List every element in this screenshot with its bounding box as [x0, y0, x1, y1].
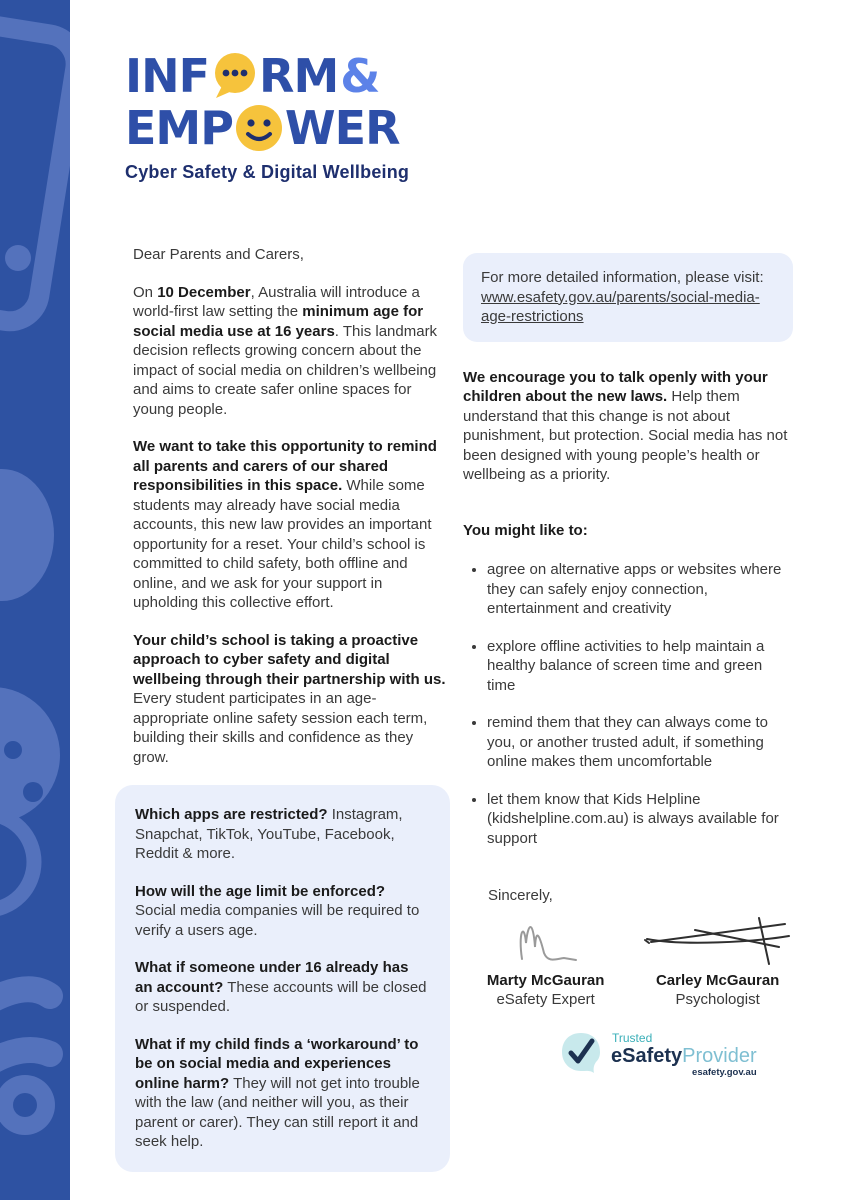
signature-row: [475, 912, 793, 1008]
decorative-sidebar: [0, 0, 70, 1200]
badge-texts: [611, 1032, 757, 1078]
esafety-check-icon: [558, 1030, 604, 1081]
faq-q2: How will the age limit be enforced? Social media companies will be required to verify a users age.: [135, 882, 420, 939]
sidebar-pattern: [0, 0, 70, 1200]
faq-q4: What if my child finds a ‘workaround’ to be on social media and experiences online harm? They will not get into trouble with the law (and neither will you, as their parent or carer). They can still report it and seek help.: [135, 1035, 420, 1150]
esafety-provider-badge: [558, 1030, 793, 1081]
list-item: • remind them that they can always come to you, or another trusted adult, if something online makes them uncomfortable: [487, 713, 793, 772]
logo-line-2: [125, 102, 409, 154]
badge-trusted-label: Trusted: [612, 1031, 653, 1045]
closing: Sincerely,: [488, 887, 553, 904]
paragraph-intro: On 10 December, Australia will introduce a world-first law setting the minimum age for social media use at 16 years. This landmark decision reflects growing concern about the impact of social media on children’s wellbeing and aims to create safer online spaces for young people.: [133, 283, 438, 418]
info-box: [463, 253, 793, 342]
faq-q1: Which apps are restricted? Instagram, Snapchat, TikTok, YouTube, Facebook, Reddit & more.: [135, 806, 403, 862]
salutation: Dear Parents and Carers,: [133, 246, 304, 263]
tips-list: [463, 560, 793, 848]
signer-name: Marty McGauran: [486, 971, 605, 989]
paragraph-school: Your child’s school is taking a proactive approach to cyber safety and digital wellbeing through their partnership with us. Every student participates in an age-appropriate online safety session each term, building their skills and confidence as they grow.: [133, 631, 446, 766]
logo-text-wer: WER: [284, 101, 400, 155]
carley-signature-image: [642, 912, 793, 970]
marty-signature-image: [475, 912, 616, 970]
signer-title: eSafety Expert: [496, 990, 595, 1008]
paragraph-encourage: We encourage you to talk openly with your children about the new laws. Help them understand that this change is not about punishment, but protection. Social media has not been designed with young people’s health or wellbeing as a priority.: [463, 368, 788, 483]
logo-tagline: Cyber Safety & Digital Wellbeing: [125, 162, 410, 182]
esafety-link[interactable]: www.esafety.gov.au/parents/social-media-age-restrictions: [481, 288, 760, 325]
list-item: • agree on alternative apps or websites where they can safely enjoy connection, entertainment and creativity: [487, 560, 793, 619]
info-box-text: For more detailed information, please visit: www.esafety.gov.au/parents/social-media-age-restrictions: [481, 269, 764, 325]
list-item: • explore offline activities to help maintain a healthy balance of screen time and green time: [487, 637, 793, 696]
left-column: [133, 245, 448, 1172]
signer-title: Psychologist: [675, 990, 760, 1008]
badge-url: esafety.gov.au: [692, 1067, 757, 1078]
paragraph-remind: We want to take this opportunity to remind all parents and carers of our shared responsibilities in this space. While some students may already have social media accounts, this new law provides an important opportunity for a reset. Your child’s school is committed to child safety, both offline and online, and we ask for your support in upholding this collective effort.: [133, 438, 437, 611]
logo-line-1: [125, 50, 409, 102]
faq-box: [115, 785, 450, 1172]
logo-text-emp: EMP: [125, 101, 233, 155]
faq-q3: What if someone under 16 already has an account? These accounts will be closed or suspended.: [135, 959, 427, 1015]
list-heading: You might like to:: [463, 521, 588, 539]
list-item: • let them know that Kids Helpline (kidshelpline.com.au) is always available for support: [487, 790, 793, 849]
badge-brand: eSafetyProvider: [611, 1045, 757, 1067]
right-column: [463, 253, 793, 1081]
speech-bubble-icon: [210, 52, 258, 100]
signature-marty: [475, 912, 616, 1008]
logo-text-inf: INF: [125, 49, 210, 103]
logo-text-rm: RM: [259, 49, 339, 103]
logo: [125, 50, 409, 183]
signature-carley: [642, 912, 793, 1008]
smiley-face-icon: [234, 103, 284, 153]
signer-name: Carley McGauran: [655, 971, 780, 989]
logo-ampersand: &: [340, 49, 380, 103]
